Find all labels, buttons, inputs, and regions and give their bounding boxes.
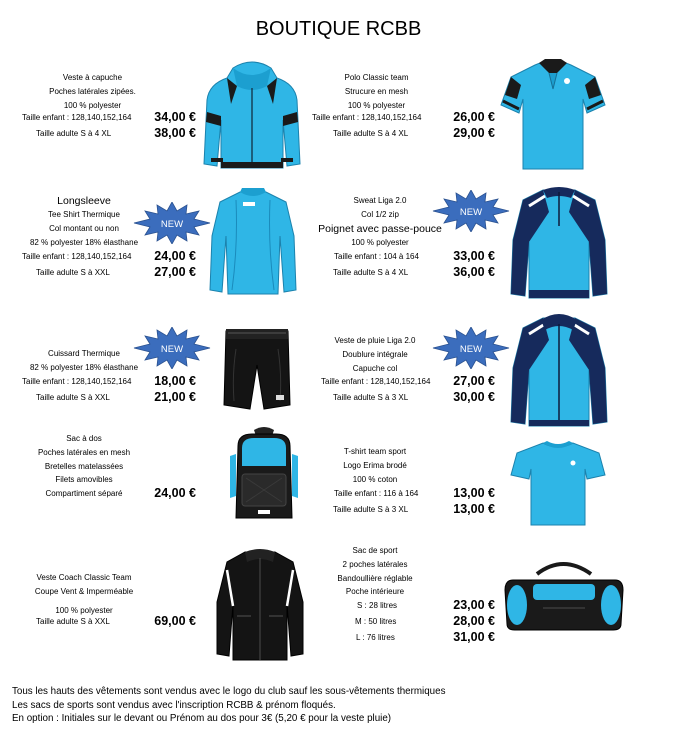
description-line: Compartiment séparé bbox=[45, 489, 123, 499]
description-line: Sac de sport bbox=[352, 546, 398, 555]
footer-line: Les sacs de sports sont vendus avec l'inscription RCBB & prénom floqués. bbox=[12, 699, 336, 711]
new-badge bbox=[133, 202, 211, 244]
description-line: Veste de pluie Liga 2.0 bbox=[334, 336, 416, 345]
price-adult: 30,00 € bbox=[453, 390, 495, 404]
description-line: Veste Coach Classic Team bbox=[36, 573, 132, 582]
description-line: 100 % polyester bbox=[347, 100, 406, 110]
new-badge-label: NEW bbox=[160, 219, 184, 230]
tshirt-image bbox=[509, 437, 607, 527]
price-child: 27,00 € bbox=[453, 374, 495, 388]
description-line: Capuche col bbox=[352, 363, 398, 373]
product-description bbox=[300, 71, 453, 112]
new-badge bbox=[432, 190, 510, 232]
price-s: 23,00 € bbox=[453, 598, 495, 612]
footer-notes bbox=[12, 685, 445, 726]
new-badge-label: NEW bbox=[160, 344, 184, 355]
price-m: 28,00 € bbox=[453, 614, 495, 628]
description-line: T-shirt team sport bbox=[343, 447, 407, 456]
bag-size-s: S : 28 litres bbox=[357, 601, 398, 610]
rain-jacket-image bbox=[509, 310, 609, 430]
polo-shirt-image bbox=[499, 55, 607, 173]
description-line: Col 1/2 zip bbox=[361, 209, 399, 219]
bag-size-m: M : 50 litres bbox=[355, 617, 397, 626]
price-child: 34,00 € bbox=[154, 110, 196, 124]
description-line: Strucure en mesh bbox=[344, 86, 409, 96]
description-line: Poche intérieure bbox=[345, 587, 405, 597]
description-line: Logo Erima brodé bbox=[343, 460, 407, 470]
price-adult: 36,00 € bbox=[453, 265, 495, 279]
page-title: BOUTIQUE RCBB bbox=[255, 18, 422, 40]
new-badge bbox=[432, 327, 510, 369]
product-description bbox=[300, 334, 450, 375]
description-line: 100 % polyester bbox=[55, 605, 113, 615]
thermal-shorts-image bbox=[222, 325, 292, 411]
description-line: 2 poches latérales bbox=[342, 559, 408, 569]
price-l: 31,00 € bbox=[453, 630, 495, 644]
price-adult: 21,00 € bbox=[154, 390, 196, 404]
footer-line: En option : Initiales sur le devant ou Prénom au dos pour 3€ (5,20 € pour la veste pluie) bbox=[12, 713, 392, 724]
price-adult: 38,00 € bbox=[154, 126, 196, 140]
size-child: Taille enfant : 128,140,152,164 bbox=[22, 113, 132, 122]
description-line: Bandoullière réglable bbox=[337, 573, 413, 583]
description-line: Poches latérales zipées. bbox=[49, 86, 136, 96]
new-badge-label: NEW bbox=[459, 207, 483, 218]
price: 24,00 € bbox=[154, 486, 196, 500]
coach-jacket-image bbox=[215, 546, 305, 662]
backpack-image bbox=[228, 426, 300, 522]
description-line: Sweat Liga 2.0 bbox=[353, 196, 407, 205]
footer-line: Tous les hauts des vêtements sont vendus avec le logo du club sauf les sous-vêtements thermiques bbox=[12, 686, 446, 697]
size-child: Taille enfant : 128,140,152,164 bbox=[22, 377, 132, 386]
description-line: Coupe Vent & Imperméable bbox=[34, 586, 134, 596]
description-line: 100 % polyester bbox=[351, 237, 409, 247]
description-line: 100 % polyester bbox=[63, 100, 122, 110]
description-line: Polo Classic team bbox=[344, 73, 409, 82]
price-child: 13,00 € bbox=[453, 486, 495, 500]
description-line: Sac à dos bbox=[66, 434, 102, 443]
size-child: Taille enfant : 128,140,152,164 bbox=[312, 113, 422, 122]
description-line: Cuissard Thermique bbox=[48, 349, 120, 358]
description-line: Filets amovibles bbox=[55, 475, 113, 485]
size-adult: Taille adulte S à XXL bbox=[36, 617, 110, 626]
size-child: Taille enfant : 128,140,152,164 bbox=[22, 252, 132, 261]
description-line: Bretelles matelassées bbox=[44, 461, 124, 471]
description-line: 82 % polyester 18% élasthane bbox=[29, 362, 139, 372]
description-line: Col montant ou non bbox=[49, 223, 119, 233]
product-description bbox=[10, 71, 175, 112]
sports-bag-image bbox=[503, 560, 625, 632]
hooded-jacket-image bbox=[203, 60, 301, 172]
size-child: Taille enfant : 116 à 164 bbox=[334, 489, 419, 498]
description-line: Doublure intégrale bbox=[342, 349, 408, 359]
description-line: Poches latérales en mesh bbox=[37, 447, 131, 457]
product-description bbox=[10, 571, 158, 617]
description-line: 82 % polyester 18% élasthane bbox=[29, 237, 139, 247]
new-badge bbox=[133, 327, 211, 369]
description-line: Tee Shirt Thermique bbox=[48, 210, 120, 219]
bag-size-l: L : 76 litres bbox=[356, 633, 395, 642]
product-description bbox=[300, 544, 450, 599]
price-adult: 29,00 € bbox=[453, 126, 495, 140]
description-line: 100 % coton bbox=[352, 474, 398, 484]
description-line: Veste à capuche bbox=[62, 73, 123, 82]
new-badge-label: NEW bbox=[459, 344, 483, 355]
price-child: 24,00 € bbox=[154, 249, 196, 263]
price-adult: 69,00 € bbox=[154, 614, 196, 628]
size-adult: Taille adulte S à 4 XL bbox=[36, 129, 112, 138]
size-child: Taille enfant : 104 à 164 bbox=[334, 252, 419, 261]
price-child: 18,00 € bbox=[154, 374, 196, 388]
size-adult: Taille adulte S à 3 XL bbox=[333, 393, 409, 402]
price-adult: 27,00 € bbox=[154, 265, 196, 279]
price-child: 33,00 € bbox=[453, 249, 495, 263]
size-adult: Taille adulte S à 3 XL bbox=[333, 505, 409, 514]
thermal-longsleeve-image bbox=[208, 186, 298, 296]
size-adult: Taille adulte S à XXL bbox=[36, 268, 110, 277]
sweat-liga-image bbox=[509, 182, 609, 302]
price-child: 26,00 € bbox=[453, 110, 495, 124]
size-adult: Taille adulte S à 4 XL bbox=[333, 268, 409, 277]
size-adult: Taille adulte S à 4 XL bbox=[333, 129, 409, 138]
size-child: Taille enfant : 128,140,152,164 bbox=[321, 377, 431, 386]
price-adult: 13,00 € bbox=[453, 502, 495, 516]
product-description bbox=[300, 445, 450, 486]
product-title: Longsleeve bbox=[57, 195, 111, 207]
size-adult: Taille adulte S à XXL bbox=[36, 393, 110, 402]
description-highlight: Poignet avec passe-pouce bbox=[318, 222, 442, 235]
